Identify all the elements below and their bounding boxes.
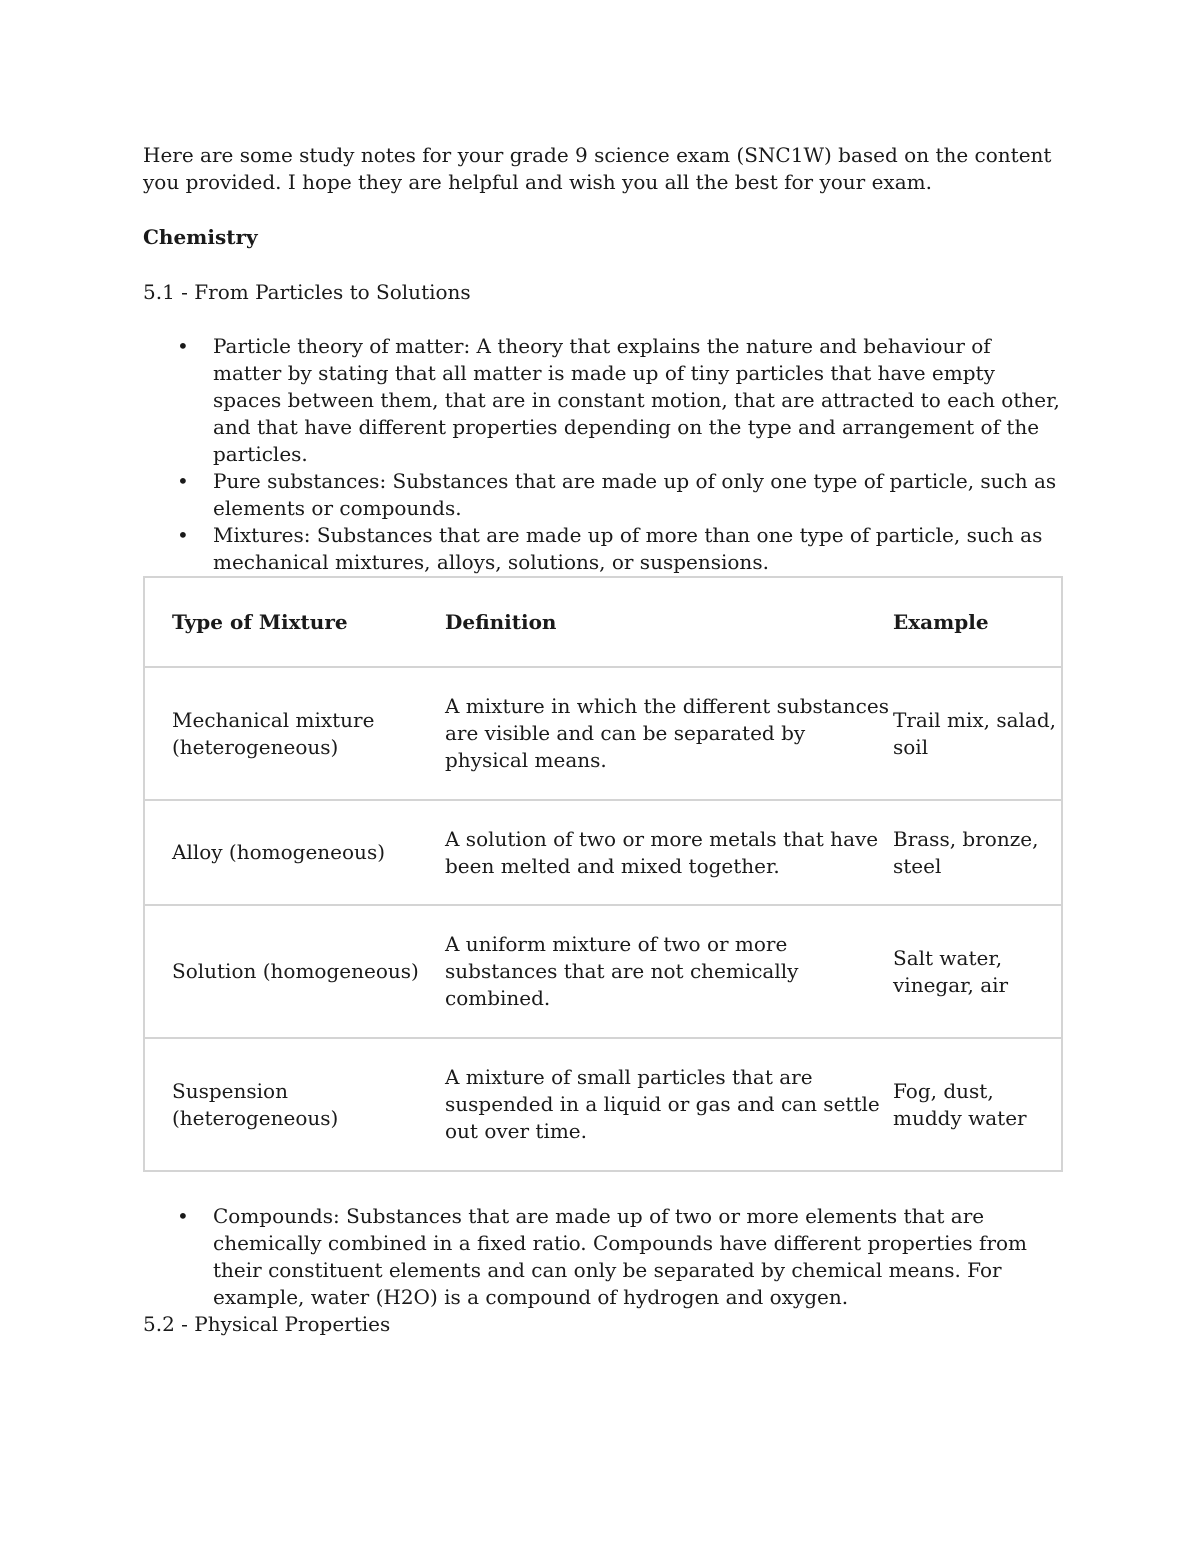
cell-type: Alloy (homogeneous) [144,800,445,905]
list-item [143,333,1061,468]
cell-type: Solution (homogeneous) [144,905,445,1038]
cell-example: Fog, dust, muddy water [893,1038,1062,1171]
bullet-icon: • [177,1204,189,1228]
subsection-title-physical-properties: 5.2 - Physical Properties [143,1312,391,1336]
section-title: Chemistry [143,225,258,249]
table-row [144,667,1062,800]
cell-type: Mechanical mixture (heterogeneous) [144,667,445,800]
cell-definition: A mixture in which the different substances are visible and can be separated by physical means. [445,667,893,800]
cell-definition: A solution of two or more metals that have been melted and mixed together. [445,800,893,905]
intro-paragraph: Here are some study notes for your grade 9 science exam (SNC1W) based on the content you provided. I hope they are helpful and wish you all the best for your exam. [143,143,1052,194]
bullet-icon: • [177,469,189,493]
table-row [144,905,1062,1038]
list-item-text: Mixtures: Substances that are made up of more than one type of particle, such as mechanical mixtures, alloys, solutions, or suspensions. [213,523,1043,574]
list-item-text: Compounds: Substances that are made up of two or more elements that are chemically combined in a fixed ratio. Compounds have different properties from their constituent elements and can only be separated by chemical means. For example, water (H2O) is a compound of hydrogen and oxygen. [213,1204,1028,1309]
bullet-icon: • [177,523,189,547]
list-item-text: Particle theory of matter: A theory that explains the nature and behaviour of matter by stating that all matter is made up of tiny particles that have empty spaces between them, that are in constant motion, that are attracted to each other, and that have different properties depending on the type and arrangement of the particles. [213,334,1060,466]
cell-type: Suspension (heterogeneous) [144,1038,445,1171]
subsection-title-particles: 5.1 - From Particles to Solutions [143,280,471,304]
list-item-text: Pure substances: Substances that are made up of only one type of particle, such as elements or compounds. [213,469,1057,520]
header-definition: Definition [445,577,893,667]
list-item [143,522,1061,576]
table-row [144,800,1062,905]
mixture-types-table [143,576,1063,1172]
header-type-of-mixture: Type of Mixture [144,577,445,667]
table-header-row [144,577,1062,667]
bullet-list-matter [143,333,1061,576]
bullet-list-compounds [143,1203,1061,1311]
header-example: Example [893,577,1062,667]
cell-example: Trail mix, salad, soil [893,667,1062,800]
table-row [144,1038,1062,1171]
cell-example: Brass, bronze, steel [893,800,1062,905]
list-item [143,468,1061,522]
document-page [143,142,1061,1365]
cell-example: Salt water, vinegar, air [893,905,1062,1038]
list-item [143,1203,1061,1311]
cell-definition: A uniform mixture of two or more substances that are not chemically combined. [445,905,893,1038]
bullet-icon: • [177,334,189,358]
cell-definition: A mixture of small particles that are suspended in a liquid or gas and can settle out over time. [445,1038,893,1171]
